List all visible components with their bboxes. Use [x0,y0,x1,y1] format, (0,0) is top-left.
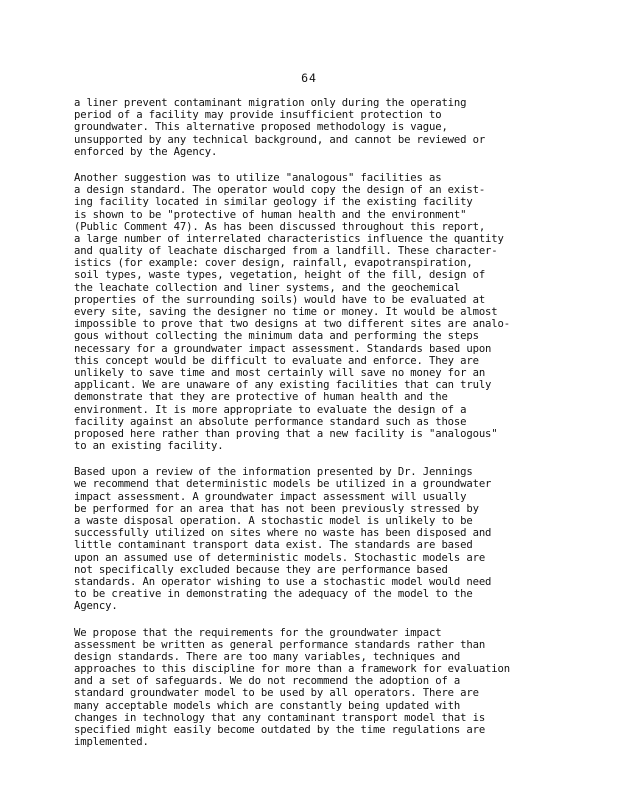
text-line: many acceptable models which are constantly being updated with [74,699,461,712]
text-line: to an existing facility. [74,440,224,453]
paragraph [74,627,554,749]
text-line: successfully utilized on sites where no waste has been disposed and [74,527,492,540]
text-line: proposed here rather than proving that a new facility is "analogous" [74,427,498,440]
text-line: Based upon a review of the information presented by Dr. Jennings [74,466,473,479]
text-line: standards. An operator wishing to use a stochastic model would need [74,575,492,588]
text-line: environment. It is more appropriate to evaluate the design of a [74,403,467,416]
text-line: impact assessment. A groundwater impact assessment will usually [74,490,467,503]
text-line: Agency. [74,600,118,613]
text-line: standard groundwater model to be used by all operators. There are [74,687,479,700]
text-line: demonstrate that they are protective of human health and the [74,391,448,404]
text-line: upon an assumed use of deterministic models. Stochastic models are [74,551,486,564]
text-line: (Public Comment 47). As has been discussed throughout this report, [74,220,486,233]
paragraph [74,97,554,158]
text-line: every site, saving the designer no time or money. It would be almost [74,306,498,318]
text-line: a design standard. The operator would copy the design of an exist- [74,184,486,197]
text-line: unsupported by any technical background, and cannot be reviewed or [74,133,486,146]
text-line: this concept would be difficult to evaluate and enforce. They are [74,354,479,367]
text-line: design standards. There are too many variables, techniques and [74,650,461,663]
text-line: gous without collecting the minimum data and performing the steps [74,330,479,343]
text-line: soil types, waste types, vegetation, height of the fill, design of [74,269,486,282]
text-line: a waste disposal operation. A stochastic model is unlikely to be [74,515,473,527]
text-line: enforced by the Agency. [74,145,218,158]
text-line: Another suggestion was to utilize "analogous" facilities as [74,171,442,184]
text-line: applicant. We are unaware of any existing facilities that can truly [74,379,492,392]
text-line: necessary for a groundwater impact assessment. Standards based upon [74,342,492,355]
text-line: properties of the surrounding soils) would have to be evaluated at [74,293,486,306]
text-line: impossible to prove that two designs at two different sites are analo- [74,318,510,331]
text-line: approaches to this discipline for more than a framework for evaluation [74,663,510,676]
paragraph [74,466,554,612]
text-line: assessment be written as general performance standards rather than [74,638,486,651]
text-line: little contaminant transport data exist. The standards are based [74,539,473,552]
text-line: groundwater. This alternative proposed methodology is vague, [74,121,448,134]
paragraph [74,172,554,452]
text-line: be performed for an area that has not been previously stressed by [74,502,479,515]
text-line: istics (for example: cover design, rainfall, evapotranspiration, [74,257,473,270]
text-line: a large number of interrelated characteristics influence the quantity [74,232,504,245]
body-text [74,97,554,762]
text-line: unlikely to save time and most certainly will save no money for an [74,366,486,379]
text-line: We propose that the requirements for the groundwater impact [74,626,442,639]
text-line: we recommend that deterministic models be utilized in a groundwater [74,478,492,491]
text-line: and quality of leachate discharged from a landfill. These character- [74,245,498,258]
text-line: facility against an absolute performance standard such as those [74,415,467,428]
text-line: to be creative in demonstrating the adequacy of the model to the [74,588,473,601]
text-line: and a set of safeguards. We do not recommend the adoption of a [74,675,461,688]
text-line: ing facility located in similar geology if the existing facility [74,196,473,209]
text-line: implemented. [74,736,149,749]
text-line: specified might easily become outdated by the time regulations are [74,724,486,736]
page-number: 64 [301,71,317,85]
text-line: the leachate collection and liner systems, and the geochemical [74,281,461,294]
text-line: not specifically excluded because they are performance based [74,563,448,576]
text-line: a liner prevent contaminant migration only during the operating [74,97,467,109]
text-line: is shown to be "protective of human health and the environment" [74,208,467,221]
text-line: changes in technology that any contaminant transport model that is [74,711,486,724]
text-line: period of a facility may provide insufficient protection to [74,109,442,122]
